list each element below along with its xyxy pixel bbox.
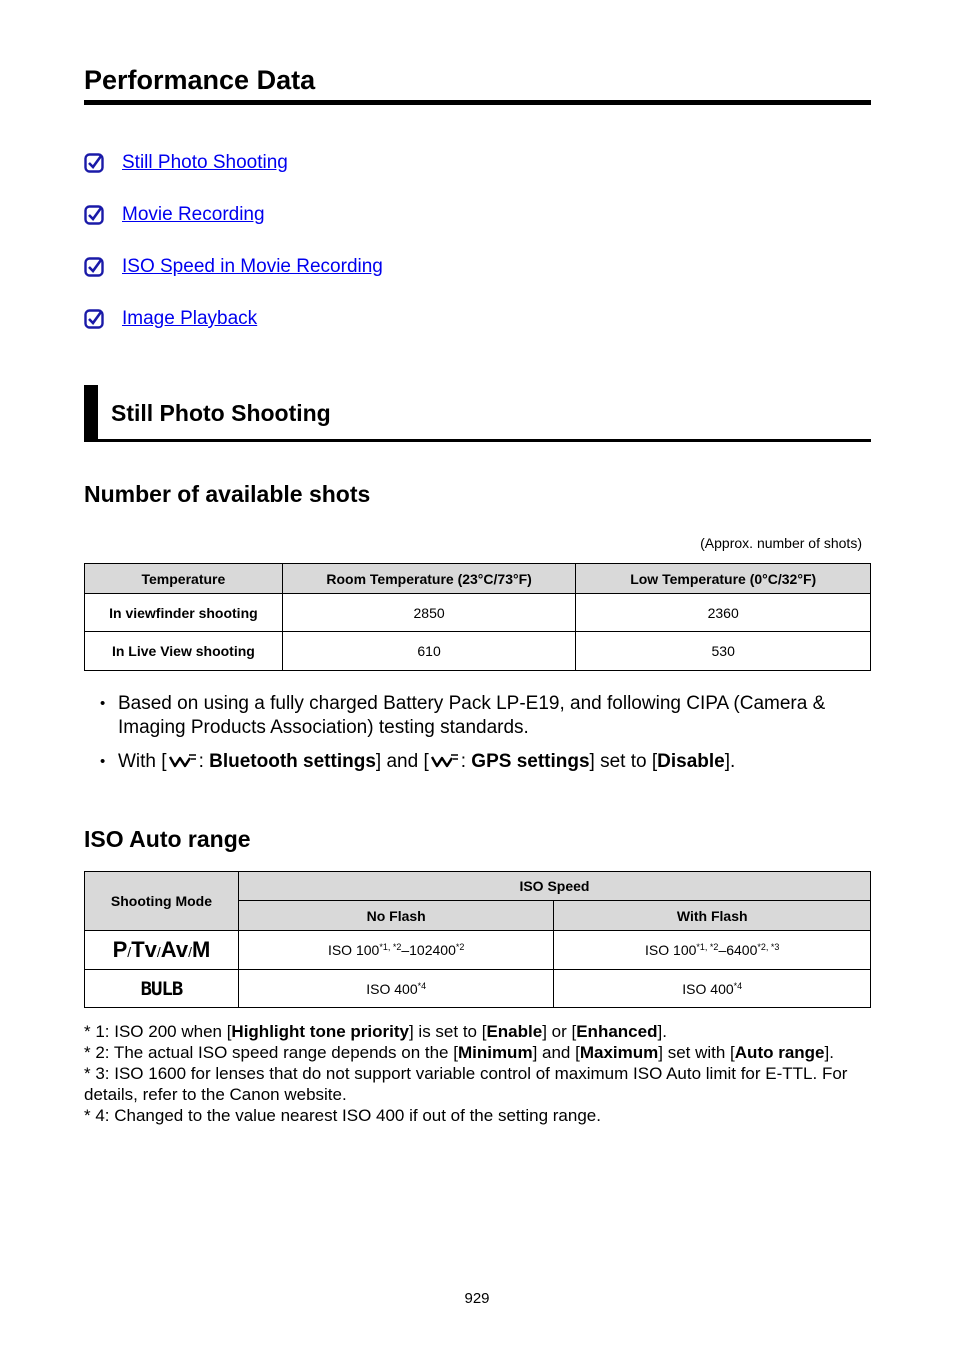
toc-item[interactable] — [84, 148, 383, 200]
footnote-ref: *1, *2 — [379, 942, 402, 952]
bullet-text: ] set to [ — [589, 751, 658, 772]
bullet-text: ] and [ — [375, 751, 429, 772]
page-number: 929 — [464, 1290, 490, 1307]
footnote-text: * 1: ISO 200 when [ — [84, 1022, 232, 1041]
toc-link-movie-recording[interactable]: Movie Recording — [122, 204, 265, 225]
footnote: * 4: Changed to the value nearest ISO 400 if out of the setting range. — [84, 1106, 601, 1125]
footnote-text: ]. — [657, 1022, 667, 1041]
footnote-text: ] or [ — [542, 1022, 577, 1041]
footnote-text: * 2: The actual ISO speed range depends on the [ — [84, 1043, 458, 1062]
mode-cell — [85, 970, 239, 1008]
bullet-text: With [ — [118, 751, 167, 772]
footnote-ref: *2 — [455, 942, 465, 952]
table-header-row — [85, 564, 871, 594]
footnote — [84, 1021, 874, 1042]
table-header-row — [85, 872, 871, 901]
mode-cell — [85, 931, 239, 970]
toc-item[interactable] — [84, 252, 383, 304]
iso-value: ISO 400 — [682, 980, 734, 997]
iso-heading: ISO Auto range — [84, 826, 251, 852]
setting-value: Enhanced — [576, 1022, 658, 1041]
col-header: No Flash — [238, 901, 554, 931]
cell-value — [554, 970, 871, 1008]
iso-value: ISO 400 — [366, 980, 418, 997]
toc-item[interactable] — [84, 200, 383, 252]
setting-name: Minimum — [457, 1043, 533, 1062]
setting-name: GPS settings — [471, 751, 590, 772]
cell-value: 2850 — [282, 594, 576, 632]
footnote-ref: *1, *2 — [696, 942, 719, 952]
mode-m: M — [191, 937, 211, 962]
setting-value: Enable — [486, 1022, 543, 1041]
checkbox-icon — [84, 257, 104, 277]
iso-value: –6400 — [718, 942, 758, 958]
notes-list — [100, 692, 860, 784]
mode-separator: / — [188, 944, 192, 960]
mode-tv: Tv — [131, 937, 157, 962]
bullet-text: : — [198, 751, 210, 772]
cell-value: 610 — [282, 632, 576, 671]
setting-name: Maximum — [579, 1043, 659, 1062]
bullet-text: : — [460, 751, 472, 772]
footnote-text: ] set with [ — [658, 1043, 735, 1062]
checkbox-icon — [84, 309, 104, 329]
iso-value: –102400 — [401, 942, 456, 958]
col-header: Low Temperature (0°C/32°F) — [576, 564, 871, 594]
iso-value: ISO 100 — [327, 942, 380, 958]
setting-name: Bluetooth settings — [209, 751, 376, 772]
footnote-text: ] and [ — [532, 1043, 580, 1062]
setting-value: Disable — [657, 751, 725, 772]
iso-value: ISO 100 — [645, 942, 697, 958]
table-row — [85, 594, 871, 632]
shots-note: (Approx. number of shots) — [700, 535, 862, 551]
toc-link-image-playback[interactable]: Image Playback — [122, 308, 258, 329]
mode-bulb: BULB — [140, 977, 183, 1000]
bullet-text: Based on using a fully charged Battery Pack LP-E19, and following CIPA (Camera & Imaging Products Association) testing standards. — [118, 693, 826, 738]
cell-value — [554, 931, 871, 970]
col-header: With Flash — [554, 901, 871, 931]
wireless-icon — [169, 753, 197, 769]
iso-table — [84, 871, 871, 1008]
row-label: In viewfinder shooting — [85, 594, 283, 632]
footnote-ref: *4 — [733, 980, 743, 991]
mode-p-tv-av-m — [113, 937, 211, 962]
footnote-ref: *2, *3 — [757, 942, 780, 952]
section-heading: Still Photo Shooting — [84, 385, 871, 442]
table-row — [85, 970, 871, 1008]
setting-name: Highlight tone priority — [231, 1022, 409, 1041]
checkbox-icon — [84, 153, 104, 173]
shots-table — [84, 563, 871, 671]
footnote-text: ]. — [824, 1043, 834, 1062]
col-header: Shooting Mode — [85, 872, 239, 931]
mode-p: P — [112, 937, 128, 962]
cell-value: 2360 — [576, 594, 871, 632]
toc-link-still-photo[interactable]: Still Photo Shooting — [122, 152, 288, 173]
bullet-text: ]. — [724, 751, 736, 772]
footnote — [84, 1042, 874, 1063]
toc-link-iso-movie[interactable]: ISO Speed in Movie Recording — [122, 256, 383, 277]
footnote-text: ] is set to [ — [408, 1022, 487, 1041]
row-label: In Live View shooting — [85, 632, 283, 671]
list-item — [100, 692, 860, 740]
mode-separator: / — [127, 944, 132, 960]
checkbox-icon — [84, 205, 104, 225]
footnotes — [84, 1021, 874, 1126]
cell-value — [238, 970, 554, 1008]
table-row — [85, 632, 871, 671]
table-of-contents — [84, 148, 383, 356]
wireless-icon — [431, 753, 459, 769]
footnote: * 3: ISO 1600 for lenses that do not support variable control of maximum ISO Auto limit for E-TTL. For details, refer to the Canon website. — [84, 1064, 848, 1104]
setting-name: Auto range — [734, 1043, 825, 1062]
shots-heading: Number of available shots — [84, 481, 371, 507]
list-item — [100, 750, 860, 774]
col-header: Temperature — [85, 564, 283, 594]
toc-item[interactable] — [84, 304, 383, 356]
cell-value: 530 — [576, 632, 871, 671]
col-header: Room Temperature (23°C/73°F) — [282, 564, 576, 594]
page-title: Performance Data — [84, 62, 871, 105]
mode-av: Av — [160, 937, 189, 962]
cell-value — [238, 931, 554, 970]
mode-separator: / — [156, 944, 161, 960]
footnote-ref: *4 — [417, 980, 427, 991]
table-row — [85, 931, 871, 970]
col-header: ISO Speed — [238, 872, 870, 901]
